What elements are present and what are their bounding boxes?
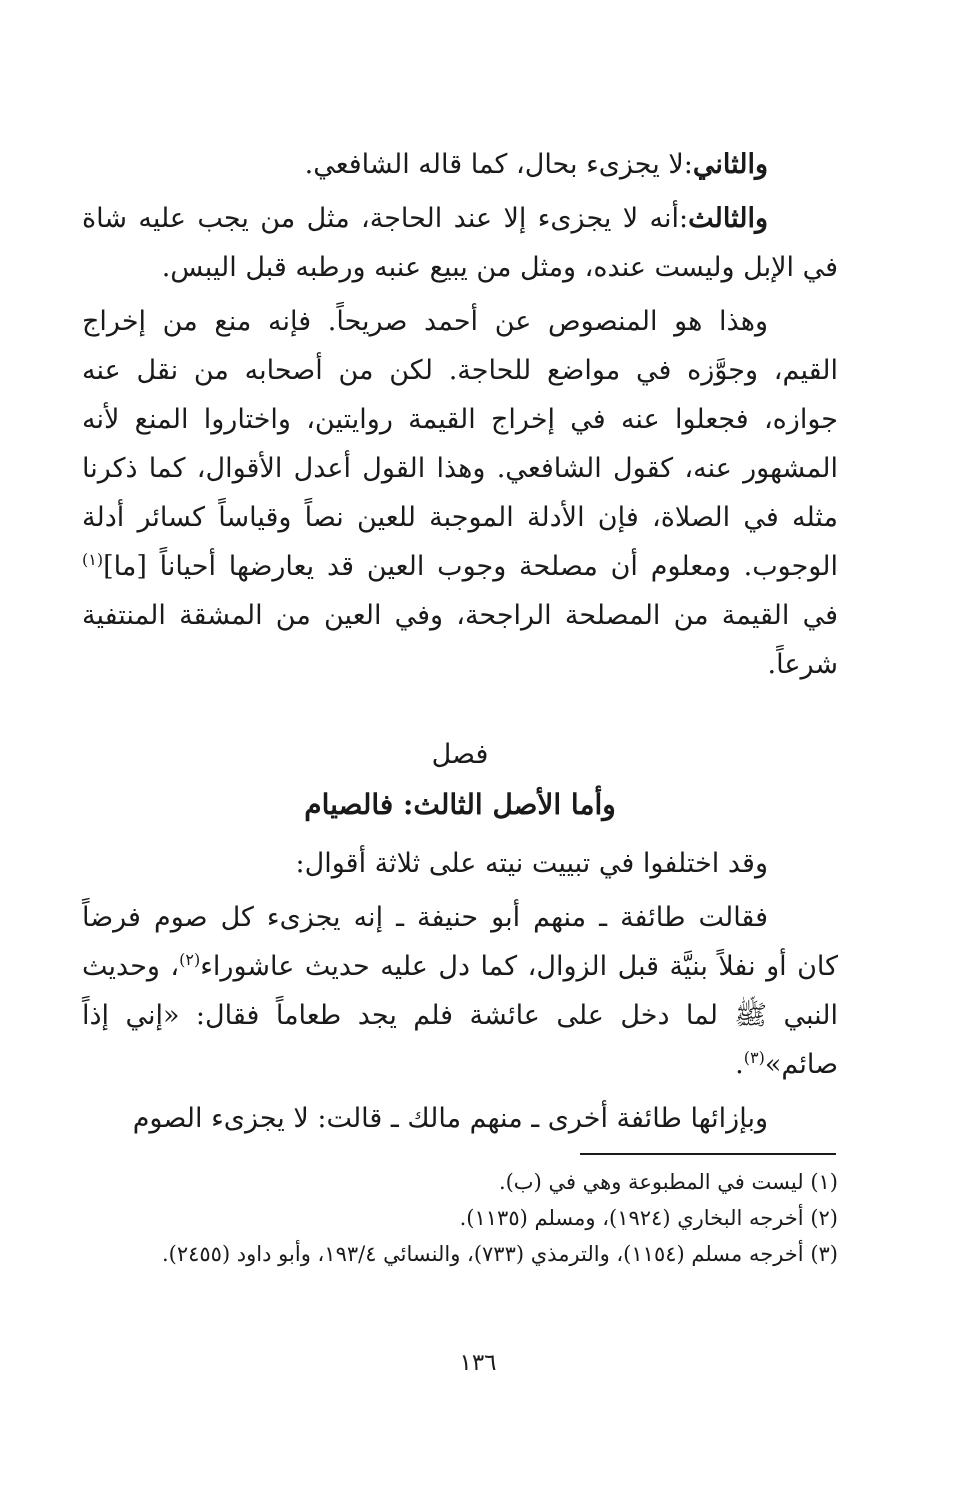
paragraph-text: وهذا هو المنصوص عن أحمد صريحاً. فإنه منع من إخراج القيم، وجوَّزه في مواضع للحاجة. لكن من أصحابه من نقل عنه جوازه، فجعلوا عنه في إخراج القيمة روايتين، واختاروا المنع لأنه المشهور عنه، كقول الشافعي. وهذا القول أعدل الأقوال، كما ذكرنا مثله في الصلاة، فإن الأدلة الموجبة للعين نصاً وقياساً كسائر أدلة الوجوب. ومعلوم أن مصلحة وجوب العين قد يعارضها أحياناً [ما] [82,306,838,582]
section-label: فصل [431,739,489,770]
paragraph-lead: والثالث [688,203,768,234]
paragraph-lead: والثاني [692,149,768,180]
paragraph-abu-hanifa [82,893,838,1089]
footnote-ref-1[interactable]: (١) [82,550,104,569]
footnote-1 [82,1164,838,1200]
paragraph-malik [82,1094,838,1143]
footnote-text: ليست في المطبوعة وهي في (ب). [498,1170,804,1194]
footnote-3 [82,1236,838,1272]
paragraph-text: وبإزائها طائفة أخرى ـ منهم مالك ـ قالت: لا يجزىء الصوم [132,1103,768,1134]
page-number: ١٣٦ [459,1350,497,1376]
paragraph-text: وقد اختلفوا في تبييت نيته على ثلاثة أقوال: [295,848,768,879]
footnotes [82,1164,838,1272]
footnote-number: (٢) [810,1206,838,1230]
section-title: وأما الأصل الثالث: فالصيام [304,788,616,821]
paragraph-third-opinion [82,194,838,292]
paragraph-disagreement [82,839,838,888]
footnote-2 [82,1200,838,1236]
paragraph-text: . [735,1049,744,1080]
footnote-ref-3[interactable]: (٣) [743,1048,765,1067]
footnote-text: أخرجه البخاري (١٩٢٤)، ومسلم (١١٣٥). [459,1206,804,1230]
footnote-number: (٣) [810,1242,838,1266]
paragraph-text: فقالت طائفة ـ منهم أبو حنيفة ـ إنه يجزىء كل صوم فرضاً كان أو نفلاً بنيَّة قبل الزوال، كما دل عليه حديث عاشوراء [82,902,838,982]
footnote-text: أخرجه مسلم (١١٥٤)، والترمذي (٧٣٣)، والنسائي ١٩٣/٤، وأبو داود (٢٤٥٥). [161,1242,804,1266]
footnote-ref-2[interactable]: (٢) [179,950,201,969]
footnote-number: (١) [810,1170,838,1194]
paragraph-text: :أنه لا يجزىء إلا عند الحاجة، مثل من يجب عليه شاة في الإبل وليست عنده، ومثل من يبيع عنبه ورطبه قبل اليبس. [82,203,838,283]
paragraph-ahmad-text [82,297,838,689]
page-body [82,140,838,1143]
footnote-divider [580,1153,836,1155]
paragraph-text: :لا يجزىء بحال، كما قاله الشافعي. [304,149,693,180]
paragraph-second-opinion [82,140,838,189]
paragraph-text: في القيمة من المصلحة الراجحة، وفي العين من المشقة المنتفية شرعاً. [82,600,838,680]
paragraph-text: ، وحديث النبي ﷺ لما دخل على عائشة فلم يجد طعاماً فقال: «إني إذاً صائم» [82,951,838,1080]
